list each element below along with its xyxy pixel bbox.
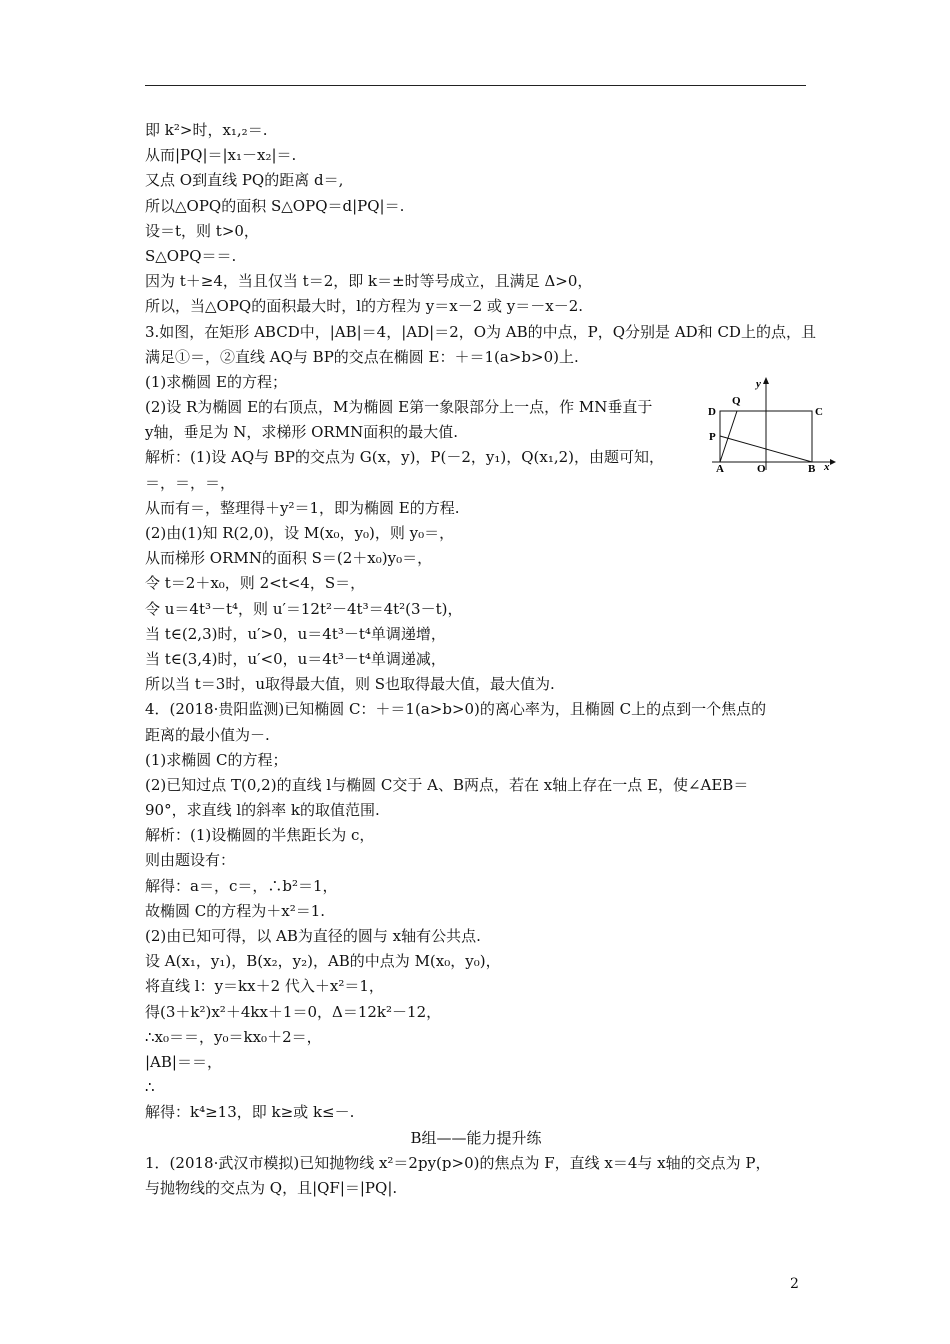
label-q: Q bbox=[732, 395, 741, 407]
page-number: 2 bbox=[790, 1276, 799, 1292]
text-line: 即 k²>时，x₁,₂＝. bbox=[145, 121, 268, 139]
text-line: 则由题设有： bbox=[145, 851, 236, 870]
text-line: (2)由(1)知 R(2,0)，设 M(x₀，y₀)，则 y₀＝， bbox=[145, 524, 455, 542]
section-heading: B组——能力提升练 bbox=[410, 1128, 542, 1147]
text-line: 满足①＝，②直线 AQ与 BP的交点在椭圆 E：＋＝1(a>b>0)上. bbox=[145, 347, 579, 366]
label-c: C bbox=[815, 406, 823, 418]
text-line: 解得：a＝，c＝，∴b²＝1， bbox=[145, 876, 338, 895]
y-axis-arrow bbox=[763, 377, 769, 384]
text-line: (2)设 R为椭圆 E的右顶点，M为椭圆 E第一象限部分上一点，作 MN垂直于 bbox=[145, 398, 653, 417]
label-b: B bbox=[808, 463, 816, 472]
text-line: 设 A(x₁，y₁)，B(x₂，y₂)，AB的中点为 M(x₀，y₀)， bbox=[145, 952, 501, 971]
text-line: 所以△OPQ的面积 S△OPQ＝d|PQ|＝. bbox=[145, 196, 405, 215]
text-line: 距离的最小值为－. bbox=[145, 725, 270, 744]
label-y: y bbox=[756, 378, 761, 390]
label-p: P bbox=[709, 431, 716, 443]
text-line: 所以当 t＝3时，u取得最大值，则 S也取得最大值，最大值为. bbox=[145, 675, 555, 694]
text-line: 令 t＝2＋x₀，则 2<t<4，S＝， bbox=[145, 574, 366, 593]
text-line: ＝，＝，＝， bbox=[145, 473, 236, 492]
text-line: 90°，求直线 l的斜率 k的取值范围. bbox=[145, 801, 380, 820]
text-line: 因为 t＋≥4，当且仅当 t＝2，即 k＝±时等号成立，且满足 Δ>0， bbox=[145, 272, 593, 291]
text-line: |AB|＝＝， bbox=[145, 1052, 222, 1071]
text-line: (2)已知过点 T(0,2)的直线 l与椭圆 C交于 A、B两点，若在 x轴上存在一点 E，使∠AEB＝ bbox=[145, 775, 749, 794]
problem-4-line: 4．(2018·贵阳监测)已知椭圆 C：＋＝1(a>b>0)的离心率为，且椭圆 C上的点到一个焦点的 bbox=[145, 700, 767, 719]
text-line: 从而有＝，整理得＋y²＝1，即为椭圆 E的方程. bbox=[145, 498, 460, 517]
text-line: 1．(2018·武汉市模拟)已知抛物线 x²＝2py(p>0)的焦点为 F，直线 x＝4与 x轴的交点为 P， bbox=[145, 1153, 771, 1172]
label-x: x bbox=[824, 461, 830, 472]
text-line: 又点 O到直线 PQ的距离 d＝, bbox=[145, 171, 344, 190]
text-line: 从而|PQ|＝|x₁－x₂|＝. bbox=[145, 146, 297, 165]
text-line: 所以，当△OPQ的面积最大时，l的方程为 y＝x－2 或 y＝－x－2. bbox=[145, 297, 584, 316]
header-rule bbox=[145, 85, 806, 86]
text-line: 当 t∈(3,4)时，u′<0，u＝4t³－t⁴单调递减， bbox=[145, 649, 446, 668]
text-line: ∴x₀＝＝，y₀＝kx₀＋2＝， bbox=[145, 1027, 322, 1046]
text-line: (1)求椭圆 E的方程； bbox=[145, 372, 287, 391]
figure-svg bbox=[700, 376, 836, 472]
text-line: 解析：(1)设椭圆的半焦距长为 c， bbox=[145, 826, 375, 845]
rectangle-ellipse-figure bbox=[700, 376, 836, 472]
text-line: (1)求椭圆 C的方程； bbox=[145, 750, 288, 769]
text-line: 得(3＋k²)x²＋4kx＋1＝0，Δ＝12k²－12， bbox=[145, 1002, 442, 1021]
text-line: 令 u＝4t³－t⁴，则 u′＝12t²－4t³＝4t²(3－t)， bbox=[145, 599, 463, 618]
text-line: 设＝t，则 t>0， bbox=[145, 221, 259, 240]
text-line: 从而梯形 ORMN的面积 S＝(2＋x₀)y₀＝， bbox=[145, 549, 433, 568]
problem-3-line: 3.如图，在矩形 ABCD中，|AB|＝4，|AD|＝2，O为 AB的中点，P，Q分别是 AD和 CD上的点，且 bbox=[145, 322, 816, 341]
text-line: 当 t∈(2,3)时，u′>0，u＝4t³－t⁴单调递增， bbox=[145, 624, 446, 643]
text-line: y轴，垂足为 N，求梯形 ORMN面积的最大值. bbox=[145, 423, 458, 442]
page-body bbox=[145, 118, 816, 1201]
text-line: 故椭圆 C的方程为＋x²＝1. bbox=[145, 901, 326, 920]
text-line: 将直线 l：y＝kx＋2 代入＋x²＝1， bbox=[145, 977, 384, 996]
x-axis-arrow bbox=[830, 459, 836, 465]
text-line: S△OPQ＝＝. bbox=[145, 246, 237, 265]
label-a: A bbox=[716, 463, 724, 472]
text-line: 解析：(1)设 AQ与 BP的交点为 G(x，y)，P(－2，y₁)，Q(x₁,2)，由题可知， bbox=[145, 448, 665, 467]
text-line: ∴ bbox=[145, 1078, 155, 1097]
text-line: 解得：k⁴≥13，即 k≥或 k≤－. bbox=[145, 1103, 355, 1122]
text-line: 与抛物线的交点为 Q，且|QF|＝|PQ|. bbox=[145, 1178, 398, 1197]
label-d: D bbox=[708, 406, 716, 418]
label-o: O bbox=[757, 463, 766, 472]
text-line: (2)由已知可得，以 AB为直径的圆与 x轴有公共点. bbox=[145, 927, 481, 945]
